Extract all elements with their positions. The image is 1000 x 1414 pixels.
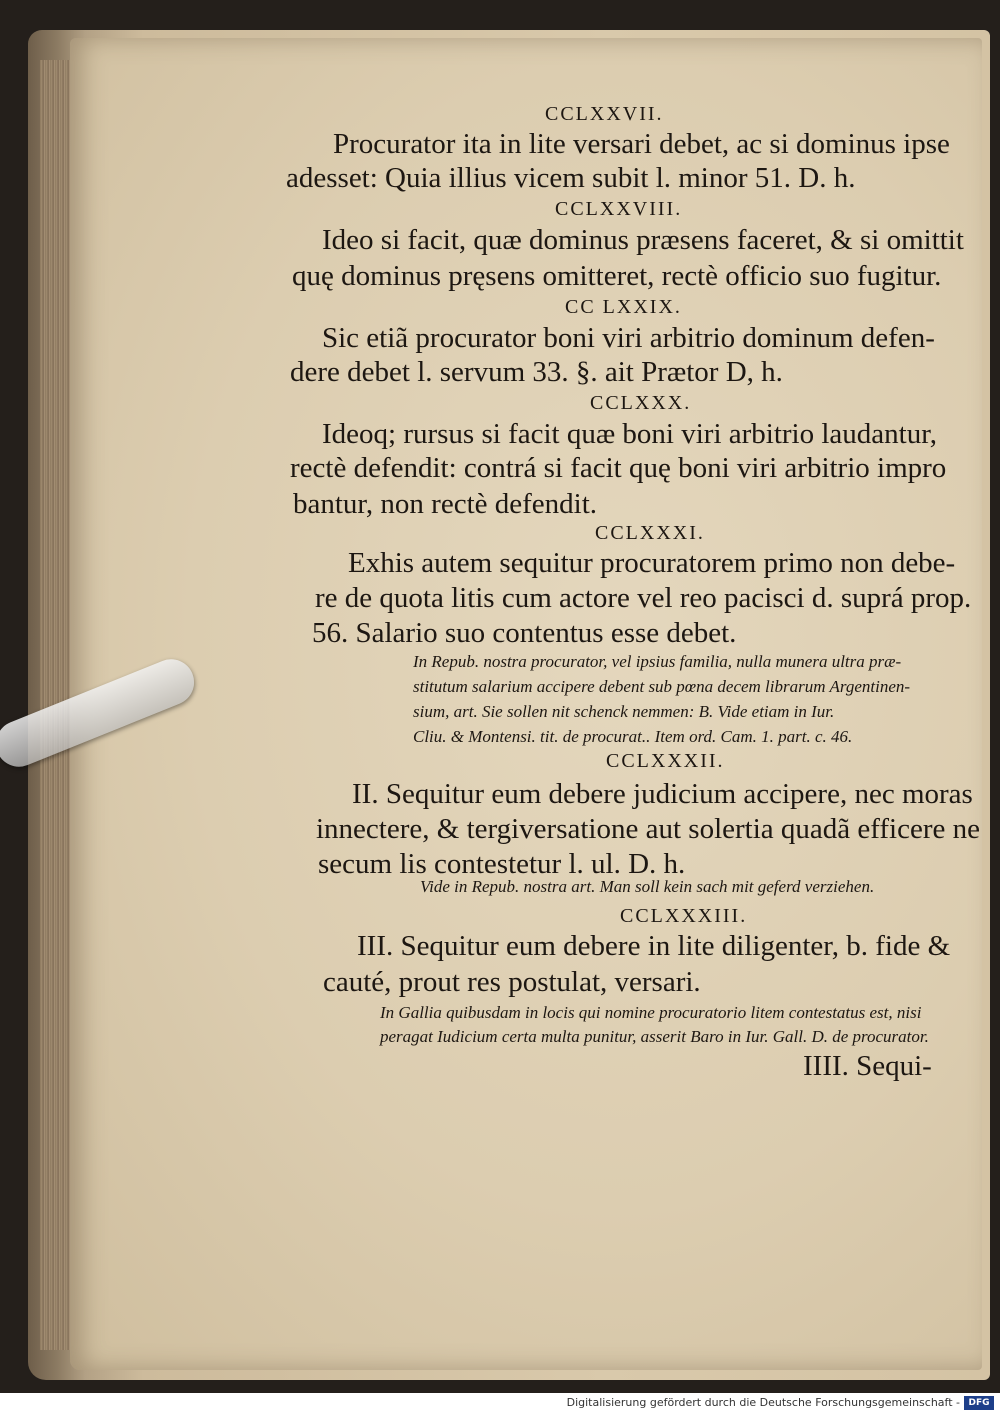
text-line: Ideo si facit, quæ dominus præsens faceret, & si omittit: [322, 224, 964, 256]
text-line: Procurator ita in lite versari debet, ac si dominus ipse: [333, 128, 950, 160]
note-line: In Gallia quibusdam in locis qui nomine procuratorio litem contestatus est, nisi: [380, 1003, 922, 1022]
note-line: stitutum salarium accipere debent sub pœna decem librarum Argentinen-: [413, 677, 911, 696]
text-line: II. Sequitur eum debere judicium accipere, nec moras: [352, 778, 973, 810]
text-line: rectè defendit: contrá si facit quę boni viri arbitrio impro: [290, 452, 947, 484]
note-line: Cliu. & Montensi. tit. de procurat.. Item ord. Cam. 1. part. c. 46.: [413, 727, 853, 746]
footer-credit: Digitalisierung gefördert durch die Deutsche Forschungsgemeinschaft -: [566, 1396, 960, 1409]
text-line: Exhis autem sequitur procuratorem primo non debe-: [348, 547, 956, 579]
section-number: CC LXXIX.: [565, 296, 682, 318]
text-line: cauté, prout res postulat, versari.: [323, 966, 701, 998]
text-line: secum lis contestetur l. ul. D. h.: [318, 848, 686, 880]
catchword: IIII. Sequi-: [803, 1050, 932, 1082]
section-number: CCLXXXII.: [606, 750, 725, 772]
note-line: peragat Iudicium certa multa punitur, asserit Baro in Iur. Gall. D. de procurator.: [380, 1027, 929, 1046]
text-line: 56. Salario suo contentus esse debet.: [312, 617, 737, 649]
footer-bar: [0, 1393, 1000, 1414]
section-number: CCLXXX.: [590, 392, 692, 414]
text-line: re de quota litis cum actore vel reo pacisci d. suprá prop.: [315, 582, 972, 614]
note-line: In Repub. nostra procurator, vel ipsius familia, nulla munera ultra præ-: [413, 652, 902, 671]
text-line: III. Sequitur eum debere in lite diligenter, b. fide &: [357, 930, 951, 962]
text-line: quę dominus pręsens omitteret, rectè officio suo fugitur.: [292, 260, 942, 292]
text-line: bantur, non rectè defendit.: [293, 488, 598, 520]
note-line: Vide in Repub. nostra art. Man soll kein sach mit geferd verziehen.: [420, 877, 875, 896]
text-line: Sic etiã procurator boni viri arbitrio dominum defen-: [322, 322, 935, 354]
text-line: dere debet l. servum 33. §. ait Prætor D, h.: [290, 356, 783, 388]
text-line: innectere, & tergiversatione aut solertia quadã efficere ne: [316, 813, 980, 845]
section-number: CCLXXVII.: [545, 103, 664, 125]
text-line: Ideoq; rursus si facit quæ boni viri arbitrio laudantur,: [322, 418, 937, 450]
section-number: CCLXXXIII.: [620, 905, 748, 927]
section-number: CCLXXVIII.: [555, 198, 683, 220]
section-number: CCLXXXI.: [595, 522, 705, 544]
text-line: adesset: Quia illius vicem subit l. minor 51. D. h.: [286, 162, 856, 194]
dfg-logo-icon: DFG: [964, 1396, 994, 1410]
note-line: sium, art. Sie sollen nit schenck nemmen: B. Vide etiam in Iur.: [413, 702, 835, 721]
